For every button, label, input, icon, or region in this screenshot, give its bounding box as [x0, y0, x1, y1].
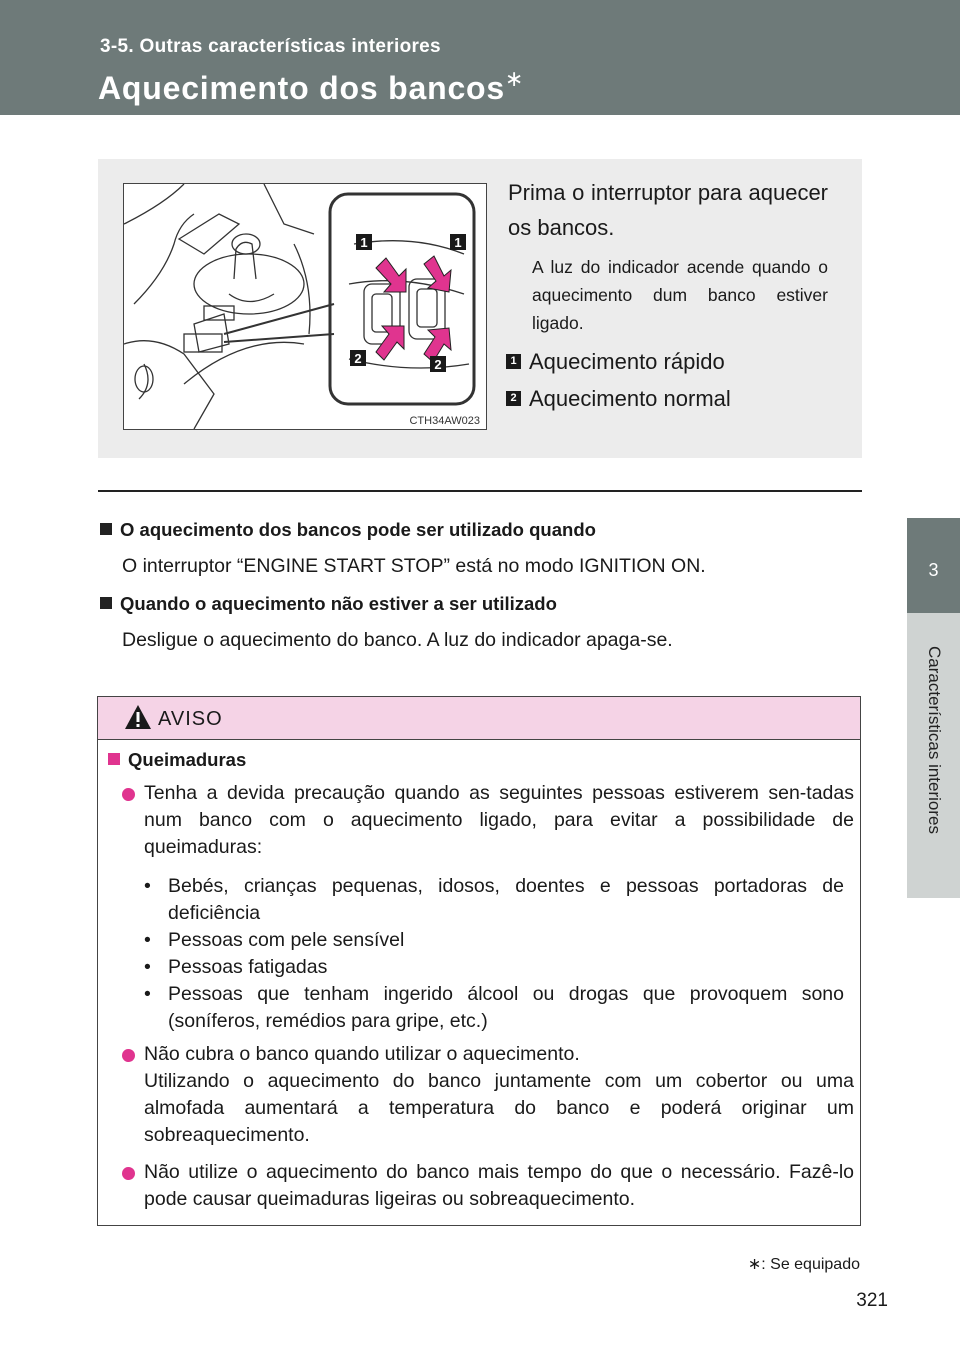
chapter-tab[interactable] — [907, 518, 960, 613]
list-item: • Pessoas com pele sensível — [144, 929, 405, 951]
callout-1-left: 1 — [360, 235, 368, 250]
image-code: CTH34AW023 — [409, 415, 480, 427]
note-body-2: Desligue o aquecimento do banco. A luz do indicador apaga-se. — [122, 629, 673, 651]
section-label: 3-5. Outras características interiores — [100, 36, 441, 57]
equipped-mark: ∗ — [505, 66, 525, 91]
legend-item-2 — [506, 386, 731, 412]
list-item-text: Bebés, crianças pequenas, idosos, doentes e pessoas portadoras de deficiência — [168, 875, 844, 924]
figure-note: A luz do indicador acende quando o aquecimento dum banco estiver ligado. — [532, 257, 828, 333]
chapter-label: Características interiores — [925, 645, 944, 835]
footnote — [748, 1254, 860, 1274]
page-number: 321 — [856, 1290, 888, 1311]
legend-num-1: 1 — [506, 354, 521, 369]
square-bullet-icon — [100, 597, 112, 609]
callout-2-right: 2 — [434, 357, 442, 372]
warning-paragraph-2-line-1: Não cubra o banco quando utilizar o aquecimento. — [144, 1043, 580, 1065]
callout-2-left: 2 — [354, 351, 362, 366]
warning-paragraph-2-line-2: Utilizando o aquecimento do banco juntamente com um cobertor ou uma almofada aumentará a temperatura do banco e poderá originar um sobreaquecimento. — [144, 1070, 854, 1146]
list-item-text: Pessoas com pele sensível — [168, 929, 405, 951]
legend-num-2: 2 — [506, 391, 521, 406]
footnote-mark: ∗ — [747, 1256, 762, 1273]
warning-paragraph-2 — [144, 1041, 854, 1149]
warning-paragraph-1: Tenha a devida precaução quando as seguintes pessoas estiverem sen-tadas num banco com o aquecimento ligado, para evitar a possibilidade de queimaduras: — [144, 782, 854, 858]
legend-label-2: Aquecimento normal — [529, 386, 731, 411]
note-heading-2-text: Quando o aquecimento não estiver a ser utilizado — [120, 593, 557, 614]
note-heading-2 — [100, 593, 557, 615]
warning-paragraph-3: Não utilize o aquecimento do banco mais tempo do que o necessário. Fazê-lo pode causar queimaduras ligeiras ou sobreaquecimento. — [144, 1161, 854, 1210]
bullet-dot-icon — [122, 1167, 135, 1180]
page-title — [98, 66, 525, 107]
warning-header — [98, 697, 860, 740]
list-item: • Pessoas que tenham ingerido álcool ou drogas que provoquem sono (soníferos, remédios para gripe, etc.) — [144, 983, 844, 1032]
square-bullet-icon — [108, 753, 120, 765]
note-body-1: O interruptor “ENGINE START STOP” está no modo IGNITION ON. — [122, 555, 706, 577]
seat-heater-illustration — [123, 183, 487, 430]
at-risk-list — [144, 873, 844, 1035]
list-item-text: Pessoas que tenham ingerido álcool ou drogas que provoquem sono (soníferos, remédios para gripe, etc.) — [168, 983, 844, 1032]
figure-instruction: Prima o interruptor para aquecer os bancos. — [508, 180, 828, 240]
list-item: • Pessoas fatigadas — [144, 956, 328, 978]
page-title-text: Aquecimento dos bancos — [98, 70, 505, 106]
note-heading-1 — [100, 519, 596, 541]
square-bullet-icon — [100, 523, 112, 535]
chapter-number: 3 — [928, 560, 939, 580]
console-drawing — [124, 184, 486, 429]
footnote-text: : Se equipado — [761, 1256, 860, 1273]
legend-item-1 — [506, 349, 725, 375]
burns-heading — [108, 749, 246, 771]
warning-triangle-icon — [124, 704, 152, 730]
figure-panel — [98, 159, 862, 458]
legend-label-1: Aquecimento rápido — [529, 349, 725, 374]
callout-1-right: 1 — [454, 235, 462, 250]
warning-box — [97, 696, 861, 1226]
bullet-dot-icon — [122, 1049, 135, 1062]
list-item: • Bebés, crianças pequenas, idosos, doentes e pessoas portadoras de deficiência — [144, 875, 844, 924]
note-heading-1-text: O aquecimento dos bancos pode ser utilizado quando — [120, 519, 596, 540]
bullet-dot-icon — [122, 788, 135, 801]
section-divider — [98, 490, 862, 492]
burns-heading-text: Queimaduras — [128, 749, 247, 770]
list-item-text: Pessoas fatigadas — [168, 956, 328, 978]
warning-label: AVISO — [158, 708, 223, 730]
